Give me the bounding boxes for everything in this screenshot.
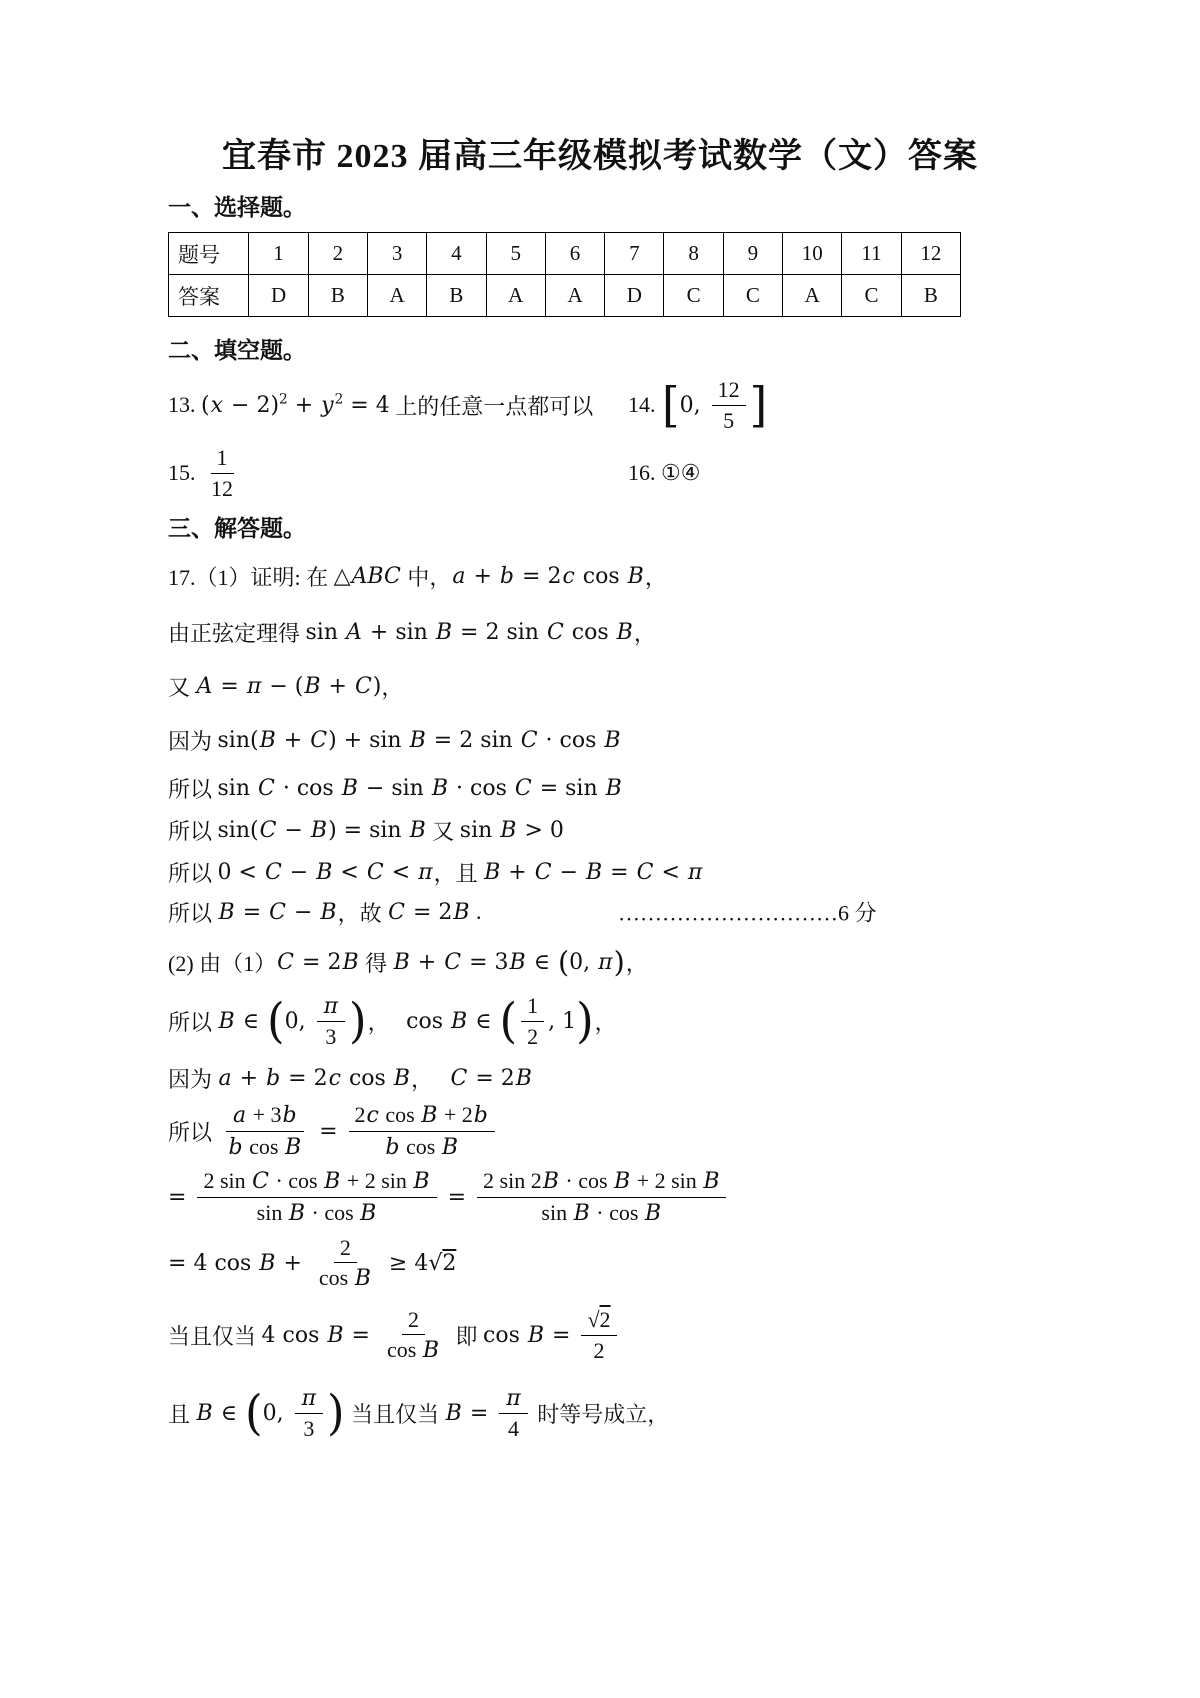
math-run: a + b = 2c cos B <box>218 1065 410 1091</box>
fraction <box>222 1101 309 1161</box>
math-variable: C <box>354 673 372 699</box>
math-run: = <box>319 1118 338 1144</box>
text-run: 所以 <box>168 818 218 844</box>
math-variable: C <box>259 817 277 843</box>
math-variable: a <box>452 563 466 589</box>
math-run: C = 2B <box>277 949 359 975</box>
text-run: 上的任意一点都可以 <box>389 393 594 419</box>
math-run: 0, <box>679 392 701 418</box>
math-run: B ∈ <box>218 1008 259 1034</box>
text-run: 所以 <box>168 776 218 802</box>
math-variable: B <box>703 1169 720 1194</box>
table-cell: 9 <box>723 233 782 275</box>
math-variable: B <box>196 1400 213 1426</box>
math-variable: C <box>450 1065 468 1091</box>
math-variable: B <box>542 1169 559 1194</box>
math-variable: π <box>246 673 262 699</box>
content <box>168 189 1090 1443</box>
line-fraction-1 <box>168 1101 1090 1161</box>
math-variable: C <box>534 859 552 885</box>
numerator: 2 <box>402 1306 425 1336</box>
line-part2-start <box>168 945 1090 979</box>
math-variable: b <box>228 1134 243 1160</box>
math-run: $(x - 2)^2 + y^2 = 4$ <box>201 391 390 418</box>
line-right-part <box>618 897 877 928</box>
math-run: sin C · cos B − sin B · cos C = sin B <box>217 775 622 801</box>
math-variable: a <box>232 1103 247 1128</box>
math-run: sin(B + C) + sin B = 2 sin C · cos B <box>217 727 621 753</box>
math-variable: B <box>445 1400 462 1426</box>
math-run: C = 2B <box>450 1065 532 1091</box>
table-cell: 11 <box>842 233 901 275</box>
line-right-part <box>628 376 768 434</box>
numerator: 2 sin C · cos B + 2 sin B <box>197 1167 436 1198</box>
math-variable: π <box>598 949 613 975</box>
line-so-inequality <box>168 855 1090 889</box>
math-variable: B <box>441 1134 459 1160</box>
close-bracket: ] <box>749 377 768 433</box>
math-variable: B <box>453 899 470 925</box>
solution-content <box>168 331 1090 1443</box>
math-run: 4 cos B = <box>261 1322 370 1348</box>
table-cell: 12 <box>901 233 960 275</box>
math-run: cos B ∈ <box>406 1008 492 1034</box>
math-variable: B <box>304 673 321 699</box>
math-variable: B <box>316 859 333 885</box>
math-variable: C <box>264 859 282 885</box>
table-cell: B <box>308 275 367 317</box>
text-run: 因为 <box>168 728 218 754</box>
denominator: 4 <box>508 1416 519 1441</box>
math-variable: C <box>444 949 462 975</box>
math-variable: B <box>360 1200 377 1226</box>
table-cell: 4 <box>427 233 486 275</box>
fraction <box>477 1167 726 1227</box>
line-so-conclusion <box>168 895 1090 929</box>
math-run: A = π − (B + C) <box>196 673 382 699</box>
numerator: 1 <box>521 992 544 1022</box>
math-variable: B <box>573 1200 590 1226</box>
denominator: 3 <box>325 1024 337 1049</box>
math-run: cos B = <box>483 1322 571 1348</box>
text-run: ， <box>644 564 667 590</box>
math-run: sin A + sin B = 2 sin C cos B <box>305 619 633 645</box>
table-cell: 2 <box>308 233 367 275</box>
math-variable: a <box>218 1065 232 1091</box>
text-run: ， <box>367 1009 407 1035</box>
math-variable: B <box>451 1008 468 1034</box>
math-variable: C <box>269 899 286 925</box>
fraction <box>205 444 239 502</box>
line-right-part <box>628 460 700 486</box>
answer-table-body <box>169 233 961 317</box>
table-cell: D <box>605 275 664 317</box>
text-run: 由正弦定理得 <box>168 620 306 646</box>
math-variable: B <box>327 1322 344 1348</box>
math-run: = 4 cos B + <box>168 1250 302 1276</box>
table-cell: A <box>486 275 545 317</box>
fraction <box>197 1167 436 1227</box>
math-variable: b <box>499 563 515 589</box>
math-variable: x <box>210 392 224 418</box>
math-variable: B <box>616 619 633 645</box>
text-run: ， <box>594 1009 617 1035</box>
math-variable: B <box>484 859 501 885</box>
math-variable: B <box>409 817 426 843</box>
math-variable: π <box>506 1385 521 1411</box>
text-run: 13. <box>168 392 201 417</box>
text-run: 即 <box>449 1323 483 1349</box>
math-variable: B <box>627 563 644 589</box>
numerator: 2 <box>334 1234 357 1264</box>
text-run: 时等号成立， <box>531 1401 670 1427</box>
table-cell: B <box>901 275 960 317</box>
line-so-difference <box>168 771 1090 805</box>
math-run: = <box>168 1184 187 1210</box>
open-bracket: ( <box>499 993 518 1049</box>
math-variable: B <box>342 949 359 975</box>
text-run: 所以 <box>168 900 218 926</box>
math-variable: C <box>636 859 654 885</box>
math-run: B ∈ <box>196 1400 237 1426</box>
denominator: sin B · cos B <box>256 1199 377 1226</box>
page-title: 宜春市 2023 届高三年级模拟考试数学（文）答案 <box>222 138 978 175</box>
row-label: 答案 <box>169 275 249 317</box>
math-variable: B <box>288 1200 306 1226</box>
math-run: = <box>447 1184 467 1210</box>
text-run: 中， <box>401 564 452 590</box>
math-variable: C <box>388 899 405 925</box>
fraction <box>313 1234 378 1293</box>
fraction <box>295 1384 323 1443</box>
close-bracket: ) <box>613 944 625 979</box>
close-bracket: ) <box>349 993 367 1049</box>
math-variable: c <box>562 563 575 589</box>
text-run: 二、填空题。 <box>168 337 306 363</box>
section-heading-solution <box>168 509 1090 543</box>
section-heading-fill <box>168 331 1090 365</box>
math-run: 0, <box>262 1400 284 1426</box>
math-variable: ABC <box>351 563 401 589</box>
math-variable: C <box>520 727 538 753</box>
denominator: b cos B <box>228 1133 302 1160</box>
line-equality-condition <box>168 1305 1090 1365</box>
math-variable: B <box>500 817 517 843</box>
fraction <box>381 1306 446 1365</box>
table-cell: 10 <box>783 233 842 275</box>
line-final <box>168 1383 1090 1443</box>
math-run: , 1 <box>548 1008 577 1034</box>
math-variable: B <box>259 1250 276 1276</box>
close-bracket: ) <box>576 993 594 1049</box>
table-cell: A <box>783 275 842 317</box>
math-variable: c <box>366 1103 379 1128</box>
fraction <box>521 992 544 1050</box>
math-variable: B <box>435 619 453 645</box>
text-run: 又 <box>426 818 460 844</box>
answer-15-16 <box>168 443 1090 503</box>
text-run: 14. <box>628 392 661 417</box>
section-heading-choice: 一、选择题。 <box>168 195 306 220</box>
math-variable: π <box>418 859 433 885</box>
text-run: 且 <box>168 1401 196 1427</box>
math-run: B + C − B = C < π <box>484 859 703 885</box>
math-variable: C <box>546 619 564 645</box>
text-run: 所以 <box>168 860 218 886</box>
text-run: 三、解答题。 <box>168 515 306 541</box>
denominator: cos B <box>386 1337 439 1363</box>
math-variable: B <box>284 1134 302 1160</box>
table-cell: 8 <box>664 233 723 275</box>
text-run: ，故 <box>337 900 388 926</box>
fraction <box>499 1384 527 1443</box>
text-run: 当且仅当 <box>168 1323 262 1349</box>
math-run: △ABC <box>333 563 401 589</box>
math-variable: C <box>366 859 384 885</box>
open-bracket: ( <box>244 1385 263 1441</box>
superscript: 2 <box>279 391 288 408</box>
line-b-range <box>168 991 1090 1051</box>
math-variable: B <box>431 775 448 801</box>
math-run: 0, <box>284 1008 306 1034</box>
math-run: C = 2B <box>388 899 470 925</box>
text-run: . <box>470 899 482 924</box>
radicand: 2 <box>442 1250 457 1276</box>
math-variable: π <box>323 993 339 1019</box>
radicand: 2 <box>599 1307 611 1332</box>
denominator: cos B <box>318 1265 371 1291</box>
table-cell: A <box>367 275 426 317</box>
line-because-expand <box>168 723 1090 757</box>
math-run: B + C = 3B ∈ <box>393 949 550 975</box>
math-variable: C <box>258 775 275 801</box>
fraction <box>712 376 746 434</box>
math-variable: B <box>644 1200 662 1226</box>
text-run: …………………………6 分 <box>618 900 877 926</box>
table-cell: 6 <box>545 233 604 275</box>
table-cell: 3 <box>367 233 426 275</box>
math-variable: C <box>514 775 532 801</box>
math-variable: B <box>409 727 426 753</box>
numerator <box>317 992 345 1023</box>
open-bracket: [ <box>662 377 680 433</box>
table-cell: D <box>249 275 308 317</box>
math-variable: B <box>421 1103 438 1128</box>
line-17-proof <box>168 559 1090 593</box>
text-run: 所以 <box>168 1119 218 1145</box>
fraction <box>317 992 345 1051</box>
math-variable: π <box>687 859 703 885</box>
math-run: B = <box>445 1400 489 1426</box>
table-cell: 7 <box>605 233 664 275</box>
math-variable: B <box>354 1266 371 1291</box>
text-run: ， <box>410 1066 450 1092</box>
numerator <box>499 1384 527 1415</box>
denominator: b cos B <box>385 1133 459 1160</box>
table-cell: C <box>723 275 782 317</box>
text-run: 因为 <box>168 1066 218 1092</box>
math-run: ≥ 4√2 <box>388 1250 457 1276</box>
text-run: 15. <box>168 460 201 485</box>
table-cell: A <box>545 275 604 317</box>
math-variable: B <box>515 1065 532 1091</box>
open-bracket: ( <box>266 993 285 1049</box>
math-variable: C <box>310 727 328 753</box>
answer-row <box>169 275 961 317</box>
denominator: sin B · cos B <box>541 1199 662 1226</box>
math-variable: B <box>586 859 603 885</box>
text-run: 16. ①④ <box>628 460 701 485</box>
math-run: a + b = 2c cos B <box>452 563 644 589</box>
text-run: 得 <box>359 950 393 976</box>
math-variable: B <box>393 949 410 975</box>
superscript: 2 <box>334 391 344 408</box>
math-variable: b <box>282 1103 297 1128</box>
math-variable: b <box>473 1103 488 1128</box>
math-variable: B <box>320 899 337 925</box>
math-variable: B <box>393 1065 410 1091</box>
math-variable: A <box>346 619 362 645</box>
math-variable: c <box>328 1065 341 1091</box>
math-variable: B <box>259 727 276 753</box>
table-cell: C <box>664 275 723 317</box>
denominator: 2 <box>527 1023 539 1049</box>
numerator <box>295 1384 323 1415</box>
math-variable: B <box>310 817 328 843</box>
text-run: 当且仅当 <box>345 1401 445 1427</box>
math-run: sin(C − B) = sin B <box>217 817 426 843</box>
text-run: ，且 <box>433 860 484 886</box>
math-variable: B <box>422 1338 439 1363</box>
close-bracket: ) <box>327 1385 345 1441</box>
row-label: 题号 <box>169 233 249 275</box>
bracket-group <box>499 992 593 1050</box>
math-variable: A <box>196 673 213 699</box>
numerator: √2 <box>581 1306 616 1336</box>
math-variable: B <box>605 775 622 801</box>
math-run: 0, π <box>569 949 613 975</box>
open-bracket: ( <box>557 944 570 979</box>
numerator: 12 <box>712 376 746 406</box>
math-variable: B <box>604 727 621 753</box>
math-variable: π <box>301 1385 317 1411</box>
math-variable: b <box>266 1065 281 1091</box>
math-variable: b <box>385 1134 400 1160</box>
math-variable: B <box>509 949 526 975</box>
math-variable: B <box>527 1322 545 1348</box>
denominator: 2 <box>593 1337 605 1363</box>
fraction <box>581 1306 616 1364</box>
table-cell: C <box>842 275 901 317</box>
text-run: (2) 由（1） <box>168 950 277 976</box>
line-sine-rule <box>168 615 1090 649</box>
numerator: 1 <box>211 444 234 474</box>
math-variable: B <box>341 775 358 801</box>
fraction <box>349 1101 495 1161</box>
math-variable: C <box>277 949 294 975</box>
math-run: 0 < C − B < C < π <box>217 859 433 885</box>
bracket-group <box>662 376 767 434</box>
math-variable: B <box>413 1169 430 1194</box>
numerator: a + 3b <box>226 1101 304 1132</box>
table-cell: 5 <box>486 233 545 275</box>
math-variable: B <box>218 1008 235 1034</box>
text-run: ， <box>381 674 404 700</box>
text-run: ， <box>625 950 648 976</box>
math-variable: y <box>321 392 334 418</box>
answer-table <box>168 232 961 317</box>
text-run: 又 <box>168 674 196 700</box>
answer-13-14 <box>168 375 1090 435</box>
math-variable: B <box>324 1169 341 1194</box>
denominator: 12 <box>211 475 233 501</box>
numerator: 2c cos B + 2b <box>349 1101 495 1132</box>
line-because-2 <box>168 1061 1090 1095</box>
question-number-row <box>169 233 961 275</box>
math-run: B = C − B <box>218 899 337 925</box>
text-run: 所以 <box>168 1009 218 1035</box>
table-cell: B <box>427 275 486 317</box>
bracket-group <box>245 1384 345 1443</box>
numerator: 2 sin 2B · cos B + 2 sin B <box>477 1167 726 1198</box>
math-run: sin B > 0 <box>459 817 564 843</box>
text-run: ， <box>633 620 656 646</box>
math-variable: C <box>252 1169 269 1194</box>
line-fraction-3 <box>168 1233 1090 1293</box>
denominator: 3 <box>303 1416 315 1441</box>
line-so-sin-cb <box>168 813 1090 847</box>
line-fraction-2 <box>168 1167 1090 1227</box>
line-angle-sum <box>168 669 1090 703</box>
math-variable: B <box>218 899 235 925</box>
bracket-group <box>557 944 625 979</box>
bracket-group <box>267 992 367 1051</box>
denominator: 5 <box>723 407 735 433</box>
table-cell: 1 <box>249 233 308 275</box>
math-variable: B <box>614 1169 631 1194</box>
text-run: 17.（1）证明: 在 <box>168 564 334 590</box>
